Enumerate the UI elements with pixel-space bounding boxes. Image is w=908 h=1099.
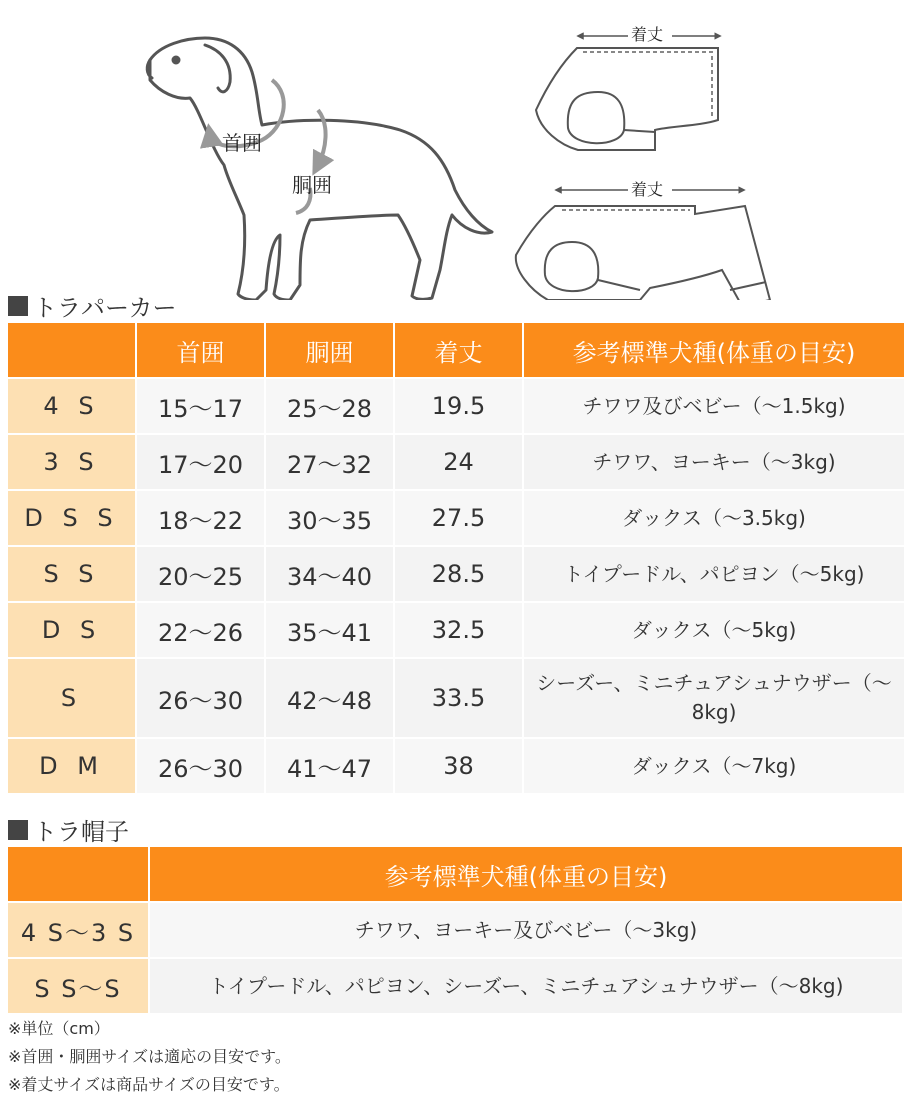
length-cell: 38 <box>395 739 522 793</box>
dog-cell: トイプードル、パピヨン、シーズー、ミニチュアシュナウザー（〜8kg) <box>150 959 902 1013</box>
neck-cell: 17〜20 <box>137 435 264 489</box>
length-cell: 28.5 <box>395 547 522 601</box>
chest-cell: 30〜35 <box>266 491 393 545</box>
size-cell: 4 S〜3 S <box>8 903 148 957</box>
header-size <box>8 847 148 901</box>
table-row <box>8 739 904 793</box>
chest-cell: 42〜48 <box>266 659 393 737</box>
size-cell: S <box>8 659 135 737</box>
table-row <box>8 379 904 433</box>
note-unit: ※単位（cm） <box>8 1019 110 1038</box>
hat-size-table <box>6 845 904 1015</box>
header-reference-dog: 参考標準犬種(体重の目安) <box>150 847 902 901</box>
length-cell: 27.5 <box>395 491 522 545</box>
chest-cell: 41〜47 <box>266 739 393 793</box>
table-header-row <box>8 323 904 377</box>
parka-garment-icon <box>516 206 770 300</box>
chest-label: 胴囲 <box>292 173 332 197</box>
dog-cell: シーズー、ミニチュアシュナウザー（〜8kg) <box>524 659 904 737</box>
parka-size-table <box>6 321 906 795</box>
square-bullet-icon <box>8 820 28 840</box>
header-length: 着丈 <box>395 323 522 377</box>
table-header-row <box>8 847 902 901</box>
length-cell: 19.5 <box>395 379 522 433</box>
size-cell: 3 S <box>8 435 135 489</box>
table-row <box>8 547 904 601</box>
vest-garment-icon <box>536 48 718 150</box>
hat-title-text: トラ帽子 <box>33 818 129 846</box>
measurement-illustration <box>0 0 908 300</box>
length-cell: 32.5 <box>395 603 522 657</box>
neck-cell: 26〜30 <box>137 659 264 737</box>
size-cell: D M <box>8 739 135 793</box>
table-row <box>8 903 902 957</box>
dog-cell: チワワ、ヨーキー（〜3kg) <box>524 435 904 489</box>
length-label-top: 着丈 <box>631 25 664 44</box>
note-neck-chest: ※首囲・胴囲サイズは適応の目安です。 <box>8 1047 291 1066</box>
footnotes <box>8 1015 291 1099</box>
length-cell: 24 <box>395 435 522 489</box>
header-reference-dog: 参考標準犬種(体重の目安) <box>524 323 904 377</box>
dog-cell: ダックス（〜5kg) <box>524 603 904 657</box>
table-row <box>8 435 904 489</box>
size-cell: S S <box>8 547 135 601</box>
square-bullet-icon <box>8 296 28 316</box>
chest-cell: 27〜32 <box>266 435 393 489</box>
length-label-bottom: 着丈 <box>631 180 664 199</box>
neck-cell: 20〜25 <box>137 547 264 601</box>
neck-label: 首囲 <box>222 131 262 155</box>
header-chest: 胴囲 <box>266 323 393 377</box>
size-cell: S S〜S <box>8 959 148 1013</box>
header-size <box>8 323 135 377</box>
size-cell: D S S <box>8 491 135 545</box>
dog-cell: トイプードル、パピヨン（〜5kg) <box>524 547 904 601</box>
dog-cell: ダックス（〜3.5kg) <box>524 491 904 545</box>
neck-cell: 22〜26 <box>137 603 264 657</box>
dog-figure-icon <box>147 38 492 300</box>
size-cell: 4 S <box>8 379 135 433</box>
hat-section-title <box>8 812 129 847</box>
neck-cell: 15〜17 <box>137 379 264 433</box>
table-row <box>8 959 902 1013</box>
neck-cell: 26〜30 <box>137 739 264 793</box>
neck-cell: 18〜22 <box>137 491 264 545</box>
chest-cell: 35〜41 <box>266 603 393 657</box>
dog-cell: チワワ、ヨーキー及びベビー（〜3kg) <box>150 903 902 957</box>
note-length: ※着丈サイズは商品サイズの目安です。 <box>8 1075 290 1094</box>
table-row <box>8 603 904 657</box>
table-row <box>8 659 904 737</box>
chest-cell: 34〜40 <box>266 547 393 601</box>
dog-cell: ダックス（〜7kg) <box>524 739 904 793</box>
table-row <box>8 491 904 545</box>
length-cell: 33.5 <box>395 659 522 737</box>
dog-cell: チワワ及びベビー（〜1.5kg) <box>524 379 904 433</box>
header-neck: 首囲 <box>137 323 264 377</box>
size-cell: D S <box>8 603 135 657</box>
chest-cell: 25〜28 <box>266 379 393 433</box>
parka-title-text: トラパーカー <box>33 294 177 322</box>
parka-section-title <box>8 288 177 323</box>
